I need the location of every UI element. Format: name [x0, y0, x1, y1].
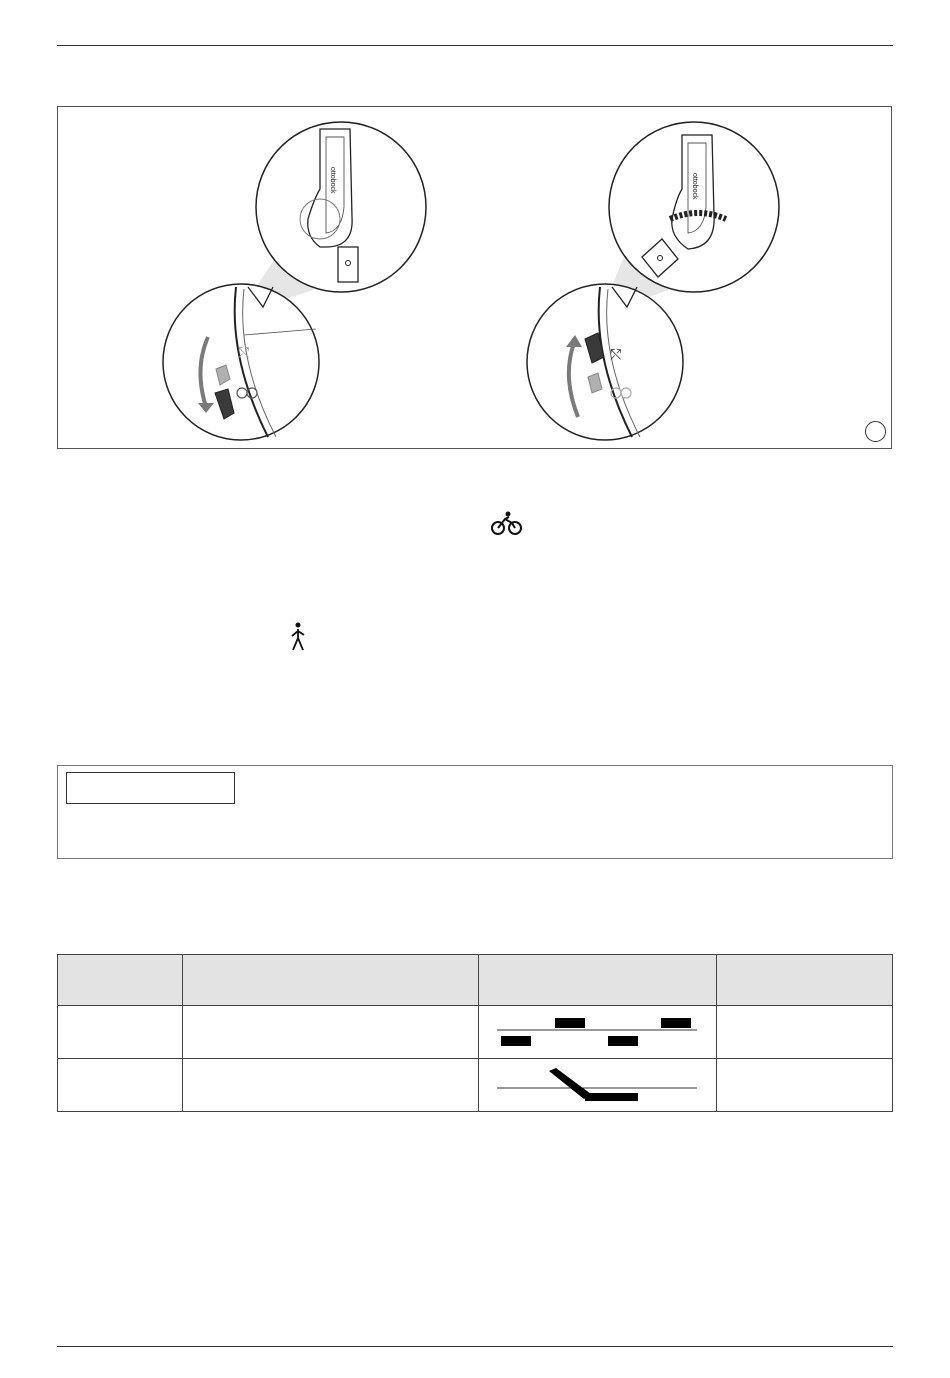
- zoom-view-left: [163, 284, 319, 440]
- table-header: [478, 955, 716, 1006]
- table-cell: [58, 1006, 183, 1059]
- walking-icon: [288, 622, 308, 652]
- svg-text:⤲: ⤲: [238, 345, 250, 361]
- table-cell: [716, 1006, 892, 1059]
- table-cell: [58, 1059, 183, 1112]
- mode-table: [57, 954, 893, 1112]
- table-row: [58, 1006, 893, 1059]
- table-header: [716, 955, 892, 1006]
- top-rule: [57, 45, 893, 46]
- table-header: [182, 955, 478, 1006]
- bottom-rule: [57, 1346, 893, 1347]
- descending-step-pattern: [479, 1059, 716, 1108]
- illustration-frame: [57, 106, 892, 449]
- note-label: [66, 772, 235, 804]
- device-view-left: [256, 122, 426, 292]
- signal-pattern-cell: [478, 1059, 716, 1112]
- device-view-right: [609, 122, 779, 292]
- table-row: [58, 1059, 893, 1112]
- table-header: [58, 955, 183, 1006]
- cycling-icon: [490, 511, 524, 535]
- svg-text:⤲: ⤲: [610, 347, 622, 363]
- note-box: [57, 765, 893, 859]
- table-cell: [182, 1006, 478, 1059]
- table-cell: [182, 1059, 478, 1112]
- zoom-view-right: [527, 284, 683, 440]
- signal-pattern-cell: [478, 1006, 716, 1059]
- svg-text:ottobock: ottobock: [691, 173, 698, 200]
- table-header-row: [58, 955, 893, 1006]
- figure-number: [865, 421, 886, 442]
- table-cell: [716, 1059, 892, 1112]
- svg-text:ottobock: ottobock: [329, 167, 336, 194]
- prosthesis-illustration: [58, 107, 893, 450]
- alternating-bars-pattern: [479, 1006, 716, 1055]
